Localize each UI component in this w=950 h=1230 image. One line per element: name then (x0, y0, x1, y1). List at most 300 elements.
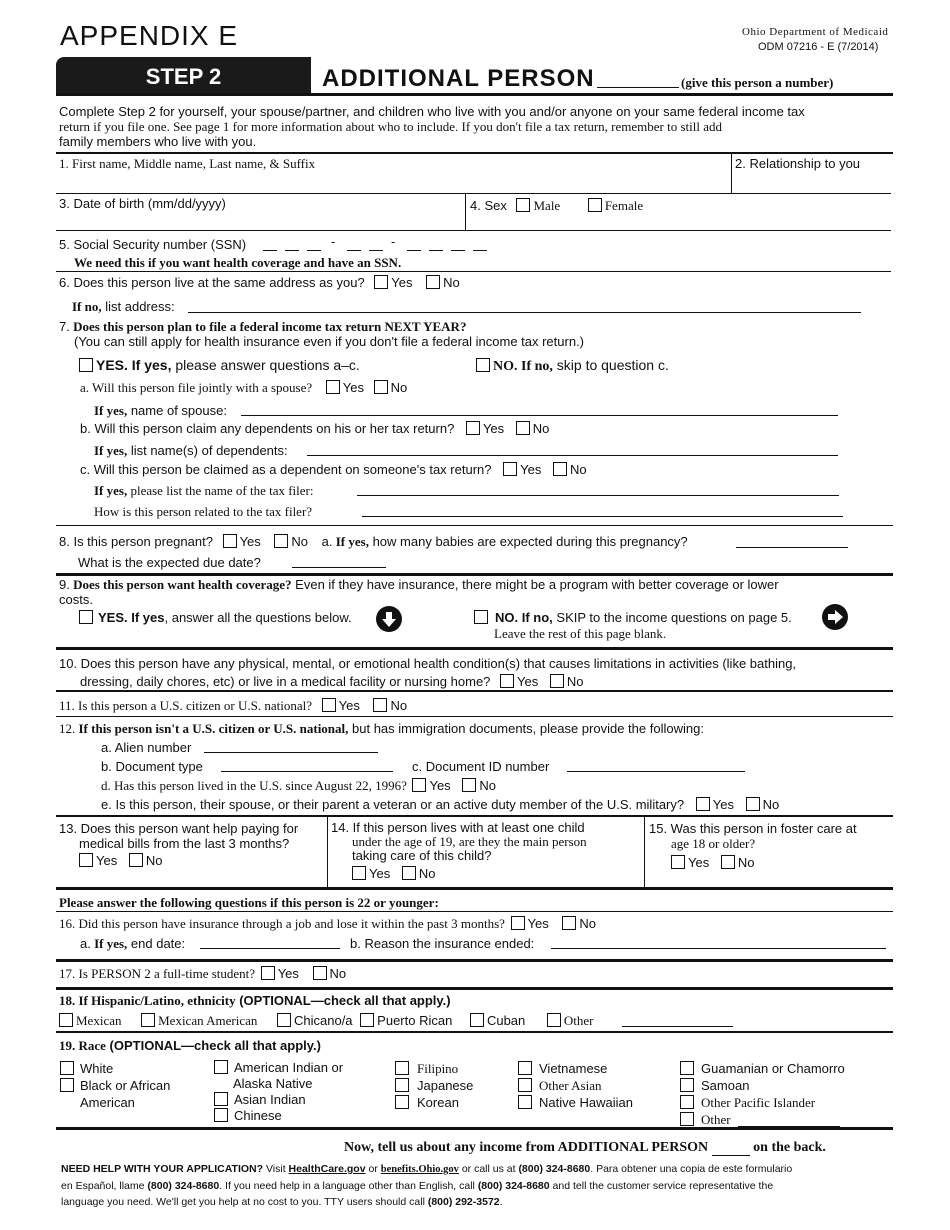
q9-no-bold: NO. If no, (495, 610, 553, 625)
q11-label: 11. Is this person a U.S. citizen or U.S. national? (59, 698, 312, 713)
ssn-field[interactable] (263, 236, 493, 252)
race-option: Korean (417, 1095, 459, 1110)
q10-line1: 10. Does this person have any physical, mental, or emotional health condition(s) that causes limitations in activities (like bathing, (59, 656, 797, 671)
race-option: Alaska Native (233, 1076, 313, 1091)
divider (56, 647, 893, 650)
help-line2-b: . If you need help in a language other than English, call (219, 1180, 478, 1192)
q4-sex (470, 198, 643, 214)
reason-field[interactable] (551, 934, 886, 949)
divider (56, 525, 893, 526)
q14-line3: taking care of this child? (352, 848, 492, 863)
other-race-checkbox[interactable] (680, 1112, 694, 1126)
q18-title (59, 993, 451, 1009)
q16b-label: b. Reason the insurance ended: (350, 936, 535, 951)
income-pre: Now, tell us about any income from ADDITIONAL PERSON (344, 1140, 709, 1155)
ssn-digit (473, 236, 487, 251)
section-22-heading: Please answer the following questions if this person is 22 or younger: (59, 895, 439, 910)
q8a-text: how many babies are expected during this pregnancy? (368, 534, 688, 549)
q7a-ifyes: If yes, (94, 403, 128, 418)
q8a-pre: a. (321, 534, 333, 549)
q8-label: 8. Is this person pregnant? (59, 534, 213, 549)
q5-label: 5. Social Security number (SSN) (59, 237, 247, 252)
q7c-no-checkbox[interactable] (553, 462, 567, 476)
q12d-no-checkbox[interactable] (462, 778, 476, 792)
q7-yes-text: please answer questions a–c. (171, 357, 360, 373)
q8-yes-label: Yes (239, 534, 261, 549)
q7a-label: a. Will this person file jointly with a spouse? (80, 380, 313, 395)
q6-ifno: If no, (72, 299, 102, 314)
q11-no-label: No (390, 698, 408, 713)
divider (56, 1127, 893, 1130)
divider (56, 716, 893, 717)
q2-field[interactable] (736, 172, 886, 190)
q12d-yes-checkbox[interactable] (412, 778, 426, 792)
alien-number-field[interactable] (204, 738, 378, 753)
q10-line2: dressing, daily chores, etc) or live in a medical facility or nursing home? (80, 674, 491, 689)
q13-no-label: No (145, 853, 163, 868)
person-number-field[interactable] (597, 70, 679, 88)
q14-options (331, 866, 587, 881)
step-banner (56, 57, 311, 95)
q10-line2-row (80, 674, 584, 689)
q10-no-checkbox[interactable] (550, 674, 564, 688)
q6-address-row (72, 299, 175, 315)
help-text (61, 1161, 891, 1210)
race-col-3 (395, 1060, 473, 1111)
q18-option: Puerto Rican (377, 1013, 453, 1028)
phone-4: (800) 292-3572 (427, 1196, 500, 1208)
native-hawaiian-checkbox[interactable] (518, 1095, 532, 1109)
q6-no-checkbox[interactable] (426, 275, 440, 289)
q7b-yes-checkbox[interactable] (466, 421, 480, 435)
q7-yes-bold: YES. If yes, (96, 357, 172, 373)
tax-filer-field[interactable] (357, 481, 839, 496)
q7c-ifyes: If yes, (94, 483, 128, 498)
q14-yes-label: Yes (369, 866, 391, 881)
q12-bold: If this person isn't a U.S. citizen or U.S. national, (75, 721, 349, 736)
q12e-label: e. Is this person, their spouse, or their parent a veteran or an active duty member of the U.S. military? (101, 797, 685, 812)
q13-block (59, 821, 298, 868)
q2-divider (731, 153, 732, 193)
divider (56, 987, 893, 990)
phone-1: (800) 324-8680 (518, 1163, 591, 1175)
q14-line2: under the age of 19, are they the main person (352, 834, 587, 849)
q7a-ifyes-text: name of spouse: (127, 403, 227, 418)
q19-bold: 19. Race (59, 1038, 106, 1053)
q12e-no-checkbox[interactable] (746, 797, 760, 811)
document-id-field[interactable] (567, 757, 745, 772)
chicano-checkbox[interactable] (277, 1013, 291, 1027)
divider (56, 573, 893, 576)
q7b-no-checkbox[interactable] (516, 421, 530, 435)
q1-field[interactable] (59, 172, 724, 190)
race-option: Other (701, 1112, 731, 1127)
q14-q15-divider (644, 817, 645, 887)
ssn-dash: - (391, 234, 396, 249)
q12d-yes-label: Yes (429, 778, 451, 793)
end-date-field[interactable] (200, 934, 340, 949)
q7b-ifyes-text: list name(s) of dependents: (127, 443, 288, 458)
title-hint: (give this person a number) (681, 75, 834, 90)
q14-yes-checkbox[interactable] (352, 866, 366, 880)
ssn-digit (285, 236, 299, 251)
q9-text2: costs. (59, 592, 93, 607)
benefits-link[interactable]: benefits.Ohio.gov (380, 1164, 459, 1175)
q15-yes-checkbox[interactable] (671, 855, 685, 869)
arrow-right-icon (822, 604, 848, 630)
q7-no-checkbox[interactable] (476, 358, 490, 372)
other-pacific-islander-checkbox[interactable] (680, 1095, 694, 1109)
q19-title (59, 1038, 321, 1054)
document-type-field[interactable] (221, 757, 393, 772)
ssn-digit (407, 236, 421, 251)
q11-yes-label: Yes (338, 698, 360, 713)
q2-label: 2. Relationship to you (735, 156, 861, 171)
intro-line3: family members who live with you. (59, 134, 257, 149)
divider (56, 690, 893, 692)
q16-no-label: No (579, 916, 596, 931)
q13-no-checkbox[interactable] (129, 853, 143, 867)
q10-yes-checkbox[interactable] (500, 674, 514, 688)
q12b-label: b. Document type (101, 759, 203, 774)
race-option: Vietnamese (539, 1061, 608, 1076)
help-or: or (365, 1163, 381, 1175)
q11-row (59, 698, 407, 714)
q13-line2: medical bills from the last 3 months? (79, 836, 290, 851)
race-option: Asian Indian (234, 1092, 306, 1107)
q7c-label: c. Will this person be claimed as a dependent on someone's tax return? (80, 462, 492, 477)
divider (56, 887, 893, 890)
q7b-ifyes: If yes, (94, 443, 128, 458)
q18-option: Cuban (486, 1013, 526, 1028)
q12e-yes-checkbox[interactable] (696, 797, 710, 811)
q18-option: Chicano/a (294, 1013, 353, 1028)
race-option: Black or African (80, 1078, 171, 1093)
form-id: ODM 07216 - E (7/2014) (758, 41, 879, 53)
help-line3-b: . (499, 1196, 503, 1208)
q15-line1: 15. Was this person in foster care at (649, 821, 857, 836)
q7c-no-label: No (569, 462, 587, 477)
q7b-deps-row (94, 443, 288, 459)
q16a-pre: a. (80, 936, 91, 951)
q6-no-label: No (443, 275, 460, 290)
q10-yes-label: Yes (517, 674, 539, 689)
samoan-checkbox[interactable] (680, 1078, 694, 1092)
help-bold: NEED HELP WITH YOUR APPLICATION? (61, 1163, 264, 1175)
q7a-spouse-row (94, 403, 227, 419)
q8-row (59, 534, 688, 550)
q7c-related: How is this person related to the tax filer? (94, 504, 313, 519)
race-option: Chinese (234, 1108, 282, 1123)
agency-name: Ohio Department of Medicaid (742, 26, 889, 38)
divider (56, 911, 893, 912)
q16-no-checkbox[interactable] (562, 916, 576, 930)
help-spanish: . Para obtener una copia de este formulario (590, 1163, 793, 1175)
q16-yes-checkbox[interactable] (511, 916, 525, 930)
help-visit: Visit (263, 1163, 289, 1175)
q9-no-row (474, 610, 792, 625)
q12e-row (101, 797, 779, 812)
ssn-digit (429, 236, 443, 251)
race-option: Other Pacific Islander (701, 1095, 816, 1110)
q1-label: 1. First name, Middle name, Last name, & Suffix (59, 156, 316, 171)
q13-yes-checkbox[interactable] (79, 853, 93, 867)
q7a-yes-checkbox[interactable] (326, 380, 340, 394)
race-option: Japanese (417, 1078, 474, 1093)
race-option: American (80, 1095, 135, 1110)
q13-line1: 13. Does this person want help paying for (59, 821, 299, 836)
race-option: Native Hawaiian (539, 1095, 633, 1110)
q14-no-label: No (418, 866, 436, 881)
q12d-row (101, 778, 496, 794)
race-col-4 (518, 1060, 633, 1111)
divider (56, 1031, 893, 1033)
q12d-no-label: No (479, 778, 496, 793)
divider (56, 815, 893, 817)
q7a-no-label: No (390, 380, 408, 395)
q12-text: but has immigration documents, please provide the following: (348, 721, 704, 736)
address-field[interactable] (188, 297, 861, 313)
q15-no-label: No (737, 855, 755, 870)
q9-no-checkbox[interactable] (474, 610, 488, 624)
q4-label: 4. Sex (470, 198, 507, 213)
q3-label: 3. Date of birth (mm/dd/yyyy) (59, 196, 226, 211)
mexican-checkbox[interactable] (59, 1013, 73, 1027)
q16a-bold: If yes, (90, 936, 128, 951)
q7-no-row (476, 357, 669, 375)
q9-title (59, 577, 779, 593)
other-race-field[interactable] (738, 1112, 840, 1127)
q7c-ifyes-text: please list the name of the tax filer: (127, 483, 314, 498)
person-number-back-field[interactable] (712, 1141, 750, 1156)
q12a-label: a. Alien number (101, 740, 192, 755)
q9-no-text: SKIP to the income questions on page 5. (552, 610, 792, 625)
q7-yes-row (79, 357, 360, 373)
related-field[interactable] (362, 502, 843, 517)
q16-row (59, 916, 596, 932)
chinese-checkbox[interactable] (214, 1108, 228, 1122)
guamanian-checkbox[interactable] (680, 1061, 694, 1075)
help-call: or call us at (458, 1163, 519, 1175)
q7a-no-checkbox[interactable] (374, 380, 388, 394)
q7-title (59, 319, 466, 335)
q7c-yes-label: Yes (520, 462, 542, 477)
q14-line1: 14. If this person lives with at least one child (331, 820, 585, 835)
vietnamese-checkbox[interactable] (518, 1061, 532, 1075)
q15-yes-label: Yes (688, 855, 710, 870)
q12-num: 12. (59, 721, 76, 736)
q7-no-text: skip to question c. (552, 357, 669, 373)
q17-no-label: No (329, 966, 347, 981)
q6-row (59, 275, 460, 290)
q7b-no-label: No (532, 421, 550, 436)
q7-yes-checkbox[interactable] (79, 358, 93, 372)
q7c-filer-row (94, 483, 313, 499)
q4-divider (465, 194, 466, 230)
q6-yes-checkbox[interactable] (374, 275, 388, 289)
help-line-1 (61, 1161, 891, 1178)
japanese-checkbox[interactable] (395, 1078, 409, 1092)
ssn-digit (451, 236, 465, 251)
q9-bold: Does this person want health coverage? (69, 577, 292, 592)
help-line2-a: en Español, llame (61, 1180, 148, 1192)
male-label: Male (533, 198, 561, 213)
q10-no-label: No (566, 674, 584, 689)
race-option: White (80, 1061, 114, 1076)
q13-options (59, 853, 298, 868)
q18-option: Mexican American (158, 1013, 258, 1028)
q17-yes-checkbox[interactable] (261, 966, 275, 980)
q7a-row (80, 380, 407, 396)
arrow-down-icon (376, 606, 402, 632)
q16a-text: end date: (127, 936, 186, 951)
divider (56, 152, 893, 154)
help-line-2 (61, 1178, 891, 1194)
due-date-field[interactable] (292, 553, 386, 568)
q17-row (59, 966, 346, 982)
q18-option: Other (563, 1013, 594, 1028)
q7c-row (80, 462, 587, 477)
divider (56, 230, 891, 231)
healthcare-link[interactable]: HealthCare.gov (288, 1163, 366, 1175)
race-col-1 (60, 1060, 170, 1111)
q7a-yes-label: Yes (342, 380, 364, 395)
ssn-note: We need this if you want health coverage and have an SSN. (74, 255, 402, 270)
male-checkbox[interactable] (516, 198, 530, 212)
phone-3: (800) 324-8680 (477, 1180, 550, 1192)
female-checkbox[interactable] (588, 198, 602, 212)
cuban-checkbox[interactable] (470, 1013, 484, 1027)
q16-yes-label: Yes (527, 916, 549, 931)
black-checkbox[interactable] (60, 1078, 74, 1092)
q14-no-checkbox[interactable] (402, 866, 416, 880)
q7b-label: b. Will this person claim any dependents on his or her tax return? (80, 421, 455, 436)
q7-no-bold: NO. If no, (493, 359, 553, 374)
q11-yes-checkbox[interactable] (322, 698, 336, 712)
dependents-field[interactable] (307, 441, 838, 456)
q16a-row (80, 936, 185, 952)
appendix-label: APPENDIX E (60, 20, 239, 51)
spouse-name-field[interactable] (241, 401, 838, 416)
q7b-row (80, 421, 549, 436)
q9-text: Even if they have insurance, there might be a program with better coverage or lower (291, 577, 779, 592)
q19-opt: (OPTIONAL—check all that apply.) (105, 1038, 321, 1053)
q6-ifno-text: list address: (101, 299, 175, 314)
white-checkbox[interactable] (60, 1061, 74, 1075)
income-prompt (344, 1140, 826, 1156)
q7b-yes-label: Yes (482, 421, 505, 436)
divider (56, 271, 891, 272)
q11-no-checkbox[interactable] (373, 698, 387, 712)
q9-yes-bold: YES. If yes (98, 610, 165, 625)
q9-yes-checkbox[interactable] (79, 610, 93, 624)
q12c-label: c. Document ID number (412, 759, 550, 774)
q12-title (59, 721, 704, 737)
q13-yes-label: Yes (96, 853, 118, 868)
q8-due-label: What is the expected due date? (78, 555, 261, 570)
q7c-yes-checkbox[interactable] (503, 462, 517, 476)
race-option: Filipino (417, 1061, 459, 1076)
q7-num: 7. (59, 319, 70, 334)
divider (56, 193, 891, 194)
mexican-american-checkbox[interactable] (141, 1013, 155, 1027)
q9-yes-text: , answer all the questions below. (164, 610, 352, 625)
q8a-bold: If yes, (332, 534, 369, 549)
q8-yes-checkbox[interactable] (223, 534, 237, 548)
q12e-yes-label: Yes (712, 797, 734, 812)
q9-num: 9. (59, 577, 70, 592)
q8-no-checkbox[interactable] (274, 534, 288, 548)
help-line2-c: and tell the customer service representative the (549, 1180, 774, 1192)
ssn-digit (347, 236, 361, 251)
intro-line2: return if you file one. See page 1 for more information about who to include. If you don't file a tax return, remember to still add (59, 119, 722, 134)
income-post: on the back. (753, 1140, 826, 1155)
race-option: Other Asian (539, 1078, 602, 1093)
q15-no-checkbox[interactable] (721, 855, 735, 869)
ssn-digit (307, 236, 321, 251)
q18-bold: 18. If Hispanic/Latino, ethnicity (59, 993, 236, 1008)
q15-options (649, 855, 857, 870)
page-title: ADDITIONAL PERSON (322, 65, 595, 92)
q12e-no-label: No (762, 797, 780, 812)
asian-indian-checkbox[interactable] (214, 1092, 228, 1106)
phone-2: (800) 324-8680 (147, 1180, 220, 1192)
q7-label: Does this person plan to file a federal income tax return NEXT YEAR? (69, 319, 467, 334)
other-ethnicity-checkbox[interactable] (547, 1013, 561, 1027)
q18-options (59, 1013, 594, 1029)
help-line-3 (61, 1194, 891, 1210)
step-label: STEP 2 (145, 64, 222, 89)
race-option: American Indian or (234, 1060, 344, 1075)
divider (56, 959, 893, 962)
race-col-2 (214, 1060, 343, 1124)
q17-label: 17. Is PERSON 2 a full-time student? (59, 966, 256, 981)
q14-block (331, 821, 587, 881)
q9-no-text2: Leave the rest of this page blank. (494, 626, 667, 641)
ssn-digit (369, 236, 383, 251)
korean-checkbox[interactable] (395, 1095, 409, 1109)
q9-yes-row (79, 610, 352, 625)
q17-yes-label: Yes (277, 966, 299, 981)
help-line3-a: language you need. We'll get you help at no cost to you. TTY users should call (61, 1196, 428, 1208)
ssn-digit (263, 236, 277, 251)
q6-yes-label: Yes (391, 275, 413, 290)
title-underline (56, 93, 893, 96)
q13-q14-divider (327, 817, 328, 887)
q7-sub: (You can still apply for health insurance even if you don't file a federal income tax return.) (74, 334, 585, 349)
dob-field[interactable] (59, 212, 459, 228)
american-indian-checkbox[interactable] (214, 1060, 228, 1074)
ssn-dash: - (331, 234, 336, 249)
race-option: Samoan (701, 1078, 750, 1093)
filipino-checkbox[interactable] (395, 1061, 409, 1075)
other-asian-checkbox[interactable] (518, 1078, 532, 1092)
puerto-rican-checkbox[interactable] (360, 1013, 374, 1027)
q8-no-label: No (291, 534, 309, 549)
q18-opt: (OPTIONAL—check all that apply.) (235, 993, 451, 1008)
intro-line1: Complete Step 2 for yourself, your spouse/partner, and children who live with you and/or anyone on your same federal income tax (59, 104, 805, 119)
q17-no-checkbox[interactable] (313, 966, 327, 980)
babies-field[interactable] (736, 533, 848, 548)
q16-label: 16. Did this person have insurance through a job and lose it within the past 3 months? (59, 916, 505, 931)
race-option: Guamanian or Chamorro (701, 1061, 845, 1076)
female-label: Female (604, 198, 644, 213)
intro-text (59, 104, 805, 149)
other-ethnicity-field[interactable] (622, 1012, 733, 1027)
q15-line2: age 18 or older? (671, 836, 756, 851)
q6-label: 6. Does this person live at the same address as you? (59, 275, 365, 290)
q18-option: Mexican (76, 1013, 122, 1028)
